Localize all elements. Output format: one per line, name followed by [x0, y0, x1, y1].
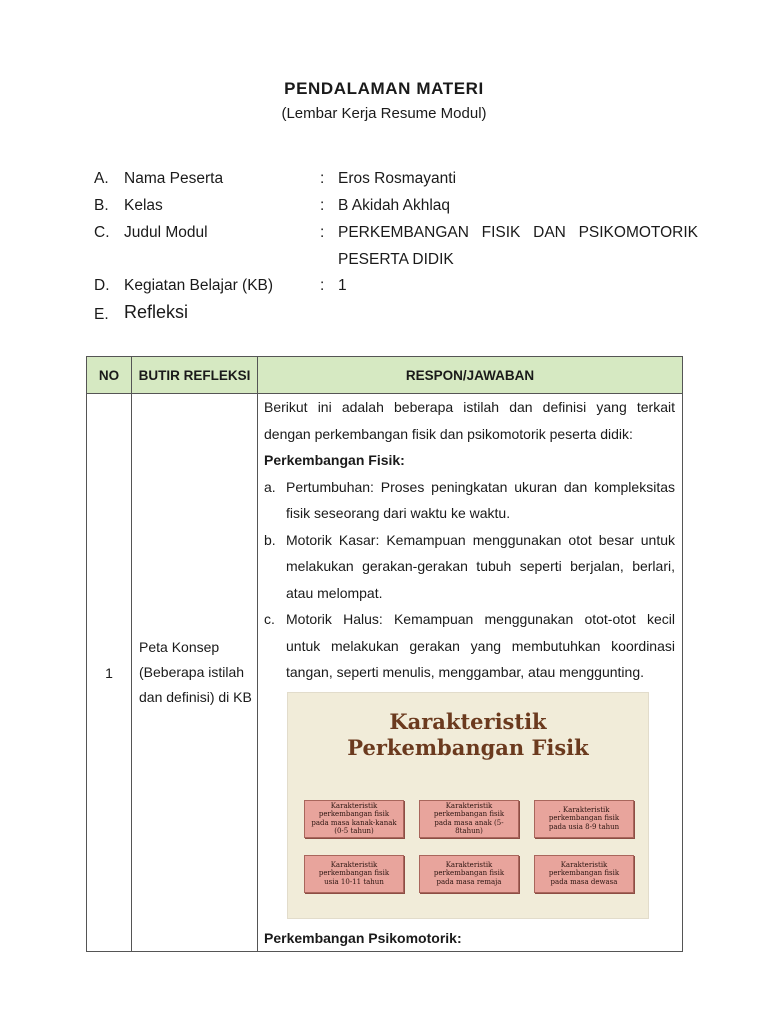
row-butir-cell — [132, 394, 258, 952]
header-no: NO — [87, 357, 132, 394]
meta-value-judul: PERKEMBANGAN FISIK DAN PSIKOMOTORIK PESERTA DIDIK — [338, 224, 698, 268]
list-item — [264, 527, 675, 607]
figure-box: Karakteristik perkembangan fisik pada masa kanak-kanak (0-5 tahun) — [304, 800, 404, 838]
list-item — [264, 606, 675, 686]
list-marker: c. — [264, 611, 275, 627]
meta-value-kb: 1 — [338, 277, 347, 294]
list-marker: a. — [264, 478, 276, 495]
list-item — [264, 474, 675, 527]
response-intro: Berikut ini adalah beberapa istilah dan definisi yang terkait dengan perkembangan fisik dan psikomotorik peserta didik: — [264, 399, 675, 442]
figure-title-line2: Perkembangan Fisik — [347, 734, 589, 760]
figure-box: Karakteristik perkembangan fisik pada masa dewasa — [534, 855, 634, 893]
table-header-row — [87, 357, 683, 394]
meta-row-nama — [94, 168, 698, 195]
header-respon: RESPON/JAWABAN — [258, 357, 683, 394]
meta-row-refleksi — [94, 302, 698, 329]
list-text: Motorik Halus: Kemampuan menggunakan otot-otot kecil untuk melakukan gerakan yang membutuhkan koordinasi tangan, seperti menulis, menggambar, atau menggunting. — [286, 611, 675, 680]
meta-row-kelas — [94, 195, 698, 222]
meta-label: Kegiatan Belajar (KB) — [124, 277, 274, 294]
meta-colon: : — [320, 170, 325, 187]
meta-letter: A. — [94, 170, 109, 187]
figure-box: Karakteristik perkembangan fisik usia 10-11 tahun — [304, 855, 404, 893]
figure-box: Karakteristik perkembangan fisik pada masa remaja — [419, 855, 519, 893]
meta-colon: : — [320, 197, 325, 214]
meta-label: Judul Modul — [124, 224, 208, 241]
meta-value-kelas: B Akidah Akhlaq — [338, 197, 451, 214]
meta-value-nama: Eros Rosmayanti — [338, 170, 457, 187]
page-subtitle: (Lembar Kerja Resume Modul) — [281, 105, 487, 122]
meta-colon: : — [320, 224, 325, 241]
meta-label: Nama Peserta — [124, 170, 224, 187]
section-heading-psikomotorik: Perkembangan Psikomotorik: — [264, 929, 462, 946]
section-heading-fisik: Perkembangan Fisik: — [264, 452, 405, 468]
meta-letter: E. — [94, 306, 109, 323]
meta-letter: D. — [94, 277, 110, 294]
table-row — [87, 394, 683, 952]
meta-label: Kelas — [124, 197, 163, 214]
figure-box: Karakteristik perkembangan fisik pada masa anak (5-8tahun) — [419, 800, 519, 838]
meta-letter: C. — [94, 224, 110, 241]
header-butir: BUTIR REFLEKSI — [132, 357, 258, 394]
row-number: 1 — [87, 394, 132, 952]
meta-letter: B. — [94, 197, 109, 214]
meta-row-judul — [94, 222, 698, 275]
meta-label: Refleksi — [124, 302, 189, 322]
meta-colon: : — [320, 277, 325, 294]
karakteristik-figure — [287, 692, 649, 919]
figure-boxes — [304, 800, 640, 893]
list-text: Pertumbuhan: Proses peningkatan ukuran dan kompleksitas fisik seseorang dari waktu ke waktu. — [286, 478, 675, 521]
figure-title — [288, 709, 648, 761]
meta-row-kb — [94, 275, 698, 302]
reflection-table — [86, 356, 683, 952]
list-marker: b. — [264, 531, 276, 548]
participant-info — [94, 168, 698, 329]
row-response — [258, 394, 683, 952]
page-title: PENDALAMAN MATERI — [284, 79, 484, 98]
list-text: Motorik Kasar: Kemampuan menggunakan otot besar untuk melakukan gerakan-gerakan tubuh seperti berjalan, berlari, atau melompat. — [286, 531, 675, 601]
figure-title-line1: Karakteristik — [389, 708, 547, 734]
row-butir: Peta Konsep (Beberapa istilah dan definisi) di KB — [139, 639, 252, 705]
figure-box: . Karakteristik perkembangan fisik pada usia 8-9 tahun — [534, 800, 634, 838]
